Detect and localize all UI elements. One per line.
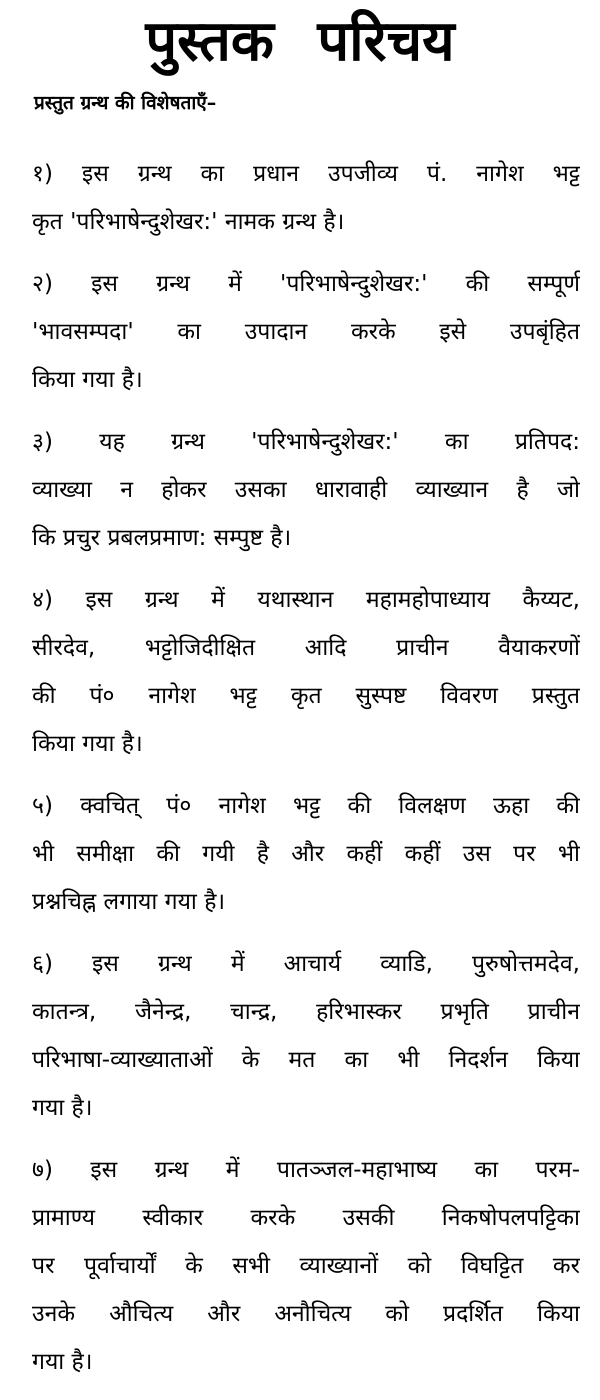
page-title: पुस्तक परिचय [145,9,455,74]
feature-item-line: की पं० नागेश भट्ट कृत सुस्पष्ट विवरण प्रस्तुत [32,683,580,709]
feature-item-line: पर पूर्वाचार्यों के सभी व्याख्यानों को विघट्टित कर [32,1253,580,1279]
feature-item-line: किया गया है। [32,731,143,757]
feature-item-line: प्रश्नचिह्न लगाया गया है। [32,889,226,915]
feature-item-line: ६) इस ग्रन्थ में आचार्य व्याडि, पुरुषोत्तमदेव, [32,951,580,977]
feature-item [32,1146,580,1386]
feature-item [32,150,580,246]
feature-item [32,576,580,768]
feature-item-line: उनके औचित्य और अनौचित्य को प्रदर्शित किया [32,1301,580,1327]
feature-item-line: परिभाषा-व्याख्याताओं के मत का भी निदर्शन किया [32,1047,580,1073]
feature-item-line: ४) इस ग्रन्थ में यथास्थान महामहोपाध्याय कैय्यट, [32,587,580,613]
feature-item-line: 'भावसम्पदा' का उपादान करके इसे उपबृंहित [32,319,580,345]
feature-item-line: ७) इस ग्रन्थ में पातञ्जल-महाभाष्य का परम- [32,1157,580,1183]
feature-item-line: १) इस ग्रन्थ का प्रधान उपजीव्य पं. नागेश भट्ट [32,161,580,187]
feature-list [32,150,580,1400]
feature-item-line: सीरदेव, भट्टोजिदीक्षित आदि प्राचीन वैयाकरणों [32,635,580,661]
feature-item-line: गया है। [32,1095,93,1121]
feature-item-line: गया है। [32,1349,93,1375]
feature-item-line: ५) क्वचित् पं० नागेश भट्ट की विलक्षण ऊहा की [32,793,580,819]
feature-item [32,940,580,1132]
feature-item-line: कातन्त्र, जैनेन्द्र, चान्द्र, हरिभास्कर प्रभृति प्राचीन [32,999,580,1025]
feature-item-line: २) इस ग्रन्थ में 'परिभाषेन्दुशेखर:' की सम्पूर्ण [32,271,580,297]
section-heading: प्रस्तुत ग्रन्थ की विशेषताएँ– [34,92,217,114]
feature-item [32,418,580,562]
feature-item-line: भी समीक्षा की गयी है और कहीं कहीं उस पर भी [32,841,580,867]
feature-item-line: ३) यह ग्रन्थ 'परिभाषेन्दुशेखर:' का प्रतिपद: [32,429,580,455]
feature-item-line: प्रामाण्य स्वीकार करके उसकी निकषोपलपट्टिका [32,1205,580,1231]
feature-item-line: व्याख्या न होकर उसका धारावाही व्याख्यान है जो [32,477,580,503]
feature-item-line: किया गया है। [32,367,143,393]
feature-item [32,260,580,404]
feature-item-line: कृत 'परिभाषेन्दुशेखर:' नामक ग्रन्थ है। [32,209,345,235]
feature-item-line: कि प्रचुर प्रबलप्रमाण: सम्पुष्ट है। [32,525,292,551]
feature-item [32,782,580,926]
